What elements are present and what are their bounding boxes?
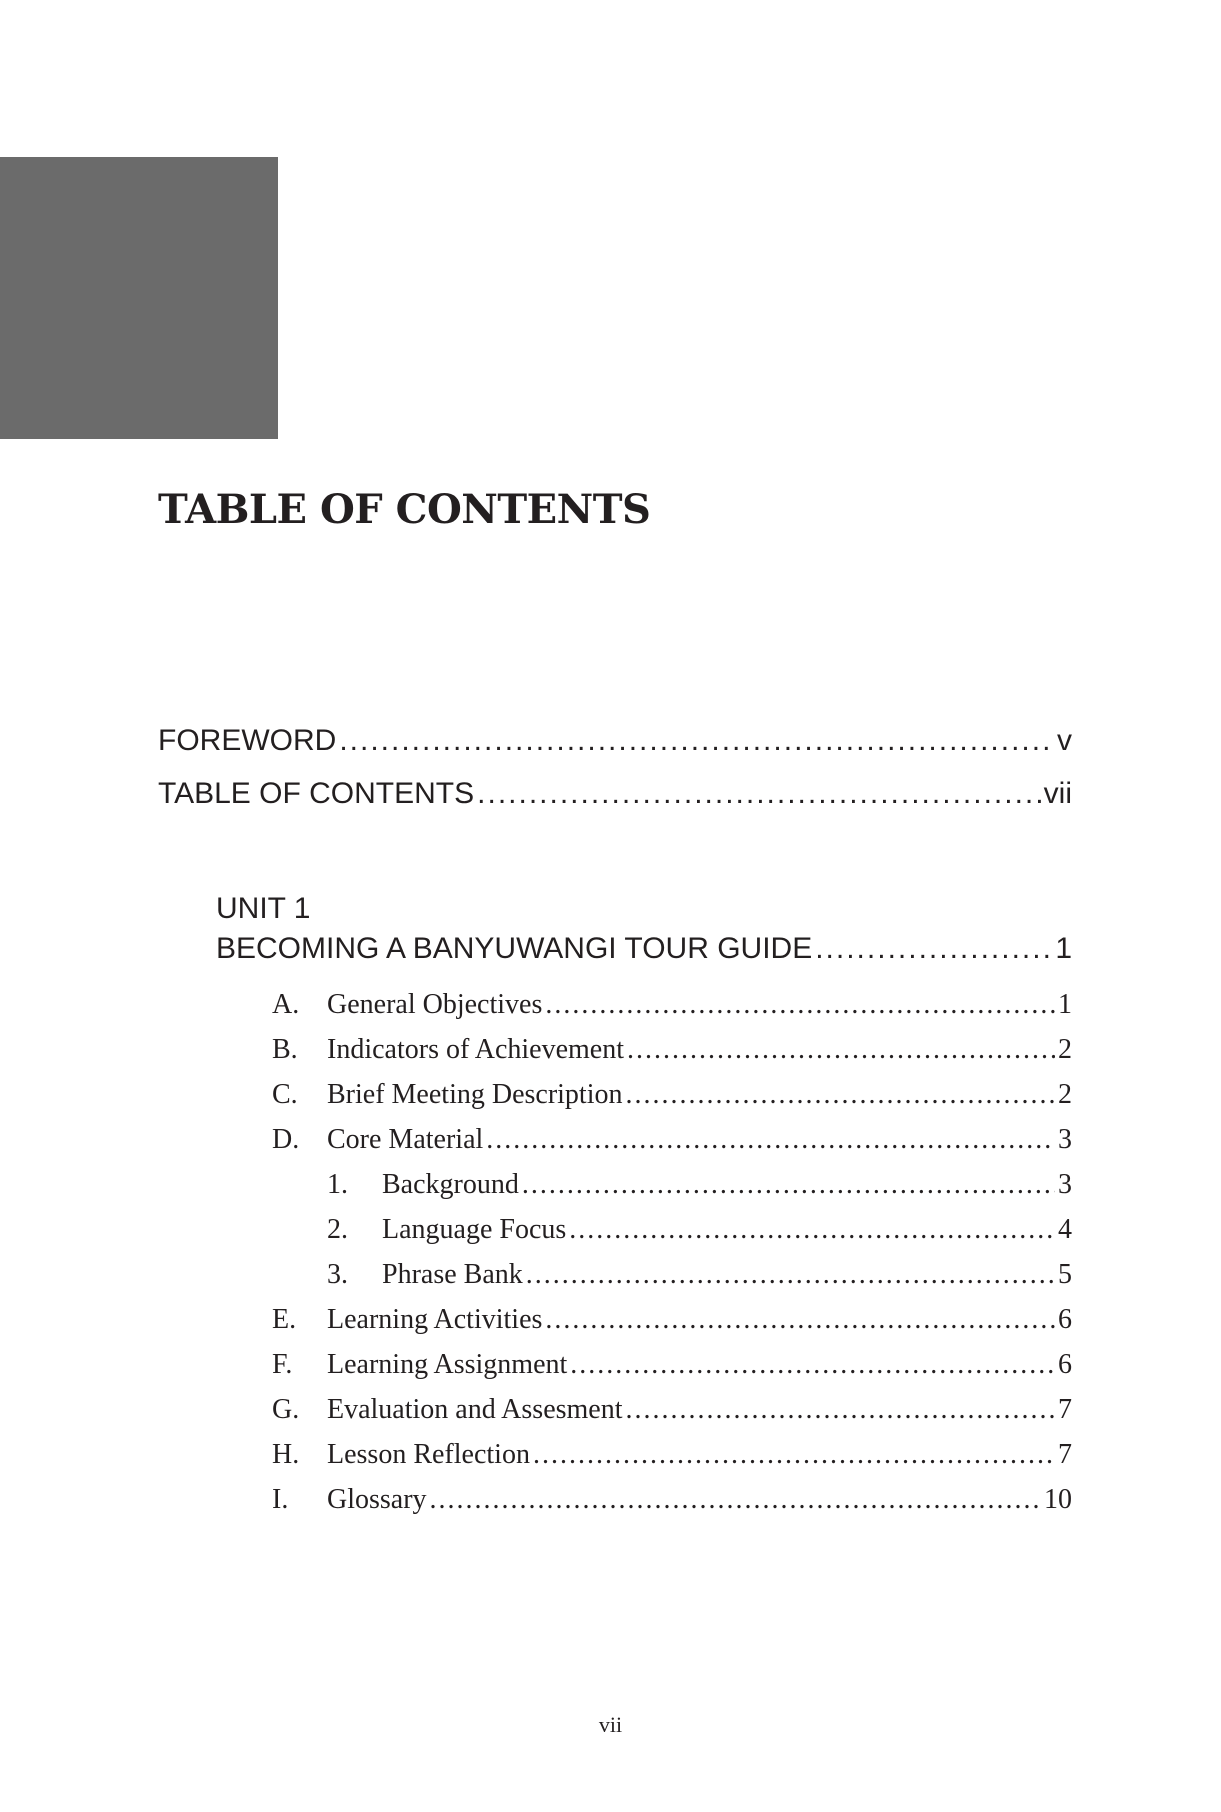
toc-entry-marker: C.: [272, 1079, 298, 1110]
toc-entry-marker: A.: [272, 989, 300, 1020]
toc-entry-table-of-contents[interactable]: [158, 777, 1072, 811]
toc-page-number: 3: [1058, 1169, 1072, 1200]
toc-page-number: 2: [1058, 1034, 1072, 1065]
toc-page-number: 6: [1058, 1304, 1072, 1335]
toc-entry-label: Core Material: [327, 1124, 484, 1155]
toc-entry-subsection[interactable]: [327, 1259, 1072, 1291]
unit-number: UNIT 1: [216, 892, 311, 925]
dot-leader: [569, 1214, 1055, 1246]
toc-page-number: 1: [1058, 989, 1072, 1020]
toc-page-number: 2: [1058, 1079, 1072, 1110]
toc-entry-subsection[interactable]: [327, 1214, 1072, 1246]
toc-entry-marker: 3.: [327, 1259, 348, 1290]
dot-leader: [526, 1259, 1055, 1291]
toc-entry-label: Brief Meeting Description: [327, 1079, 623, 1110]
toc-entry-label: Evaluation and Assesment: [327, 1394, 623, 1425]
dot-leader: [545, 989, 1055, 1021]
toc-entry-label: Phrase Bank: [382, 1259, 523, 1290]
toc-entry-label: General Objectives: [327, 989, 543, 1020]
toc-page-number: 5: [1058, 1259, 1072, 1290]
toc-page-number: v: [1057, 724, 1072, 757]
toc-entry-section[interactable]: [272, 989, 1072, 1021]
toc-entry-label: BECOMING A BANYUWANGI TOUR GUIDE: [216, 932, 813, 965]
toc-entry-label: TABLE OF CONTENTS: [158, 777, 475, 810]
dot-leader: [626, 1394, 1055, 1426]
toc-page-number: 6: [1058, 1349, 1072, 1380]
toc-page-number: 4: [1058, 1214, 1072, 1245]
toc-entry-marker: H.: [272, 1439, 300, 1470]
dot-leader: [533, 1439, 1055, 1471]
dot-leader: [522, 1169, 1055, 1201]
toc-page-number: 3: [1058, 1124, 1072, 1155]
toc-page-number: vii: [1043, 777, 1072, 810]
dot-leader: [545, 1304, 1055, 1336]
toc-entry-marker: G.: [272, 1394, 300, 1425]
toc-entry-marker: E.: [272, 1304, 297, 1335]
toc-entry-section[interactable]: [272, 1124, 1072, 1156]
dot-leader: [486, 1124, 1055, 1156]
toc-page-number: 7: [1058, 1394, 1072, 1425]
toc-entry-label: Lesson Reflection: [327, 1439, 530, 1470]
toc-entry-section[interactable]: [272, 1349, 1072, 1381]
toc-entry-section[interactable]: [272, 1394, 1072, 1426]
toc-page-number: 1: [1055, 932, 1072, 965]
page-folio: vii: [598, 1712, 623, 1737]
toc-page-number: 10: [1044, 1484, 1072, 1515]
toc-entry-label: Glossary: [327, 1484, 427, 1515]
toc-entry-marker: D.: [272, 1124, 300, 1155]
toc-entry-marker: 2.: [327, 1214, 348, 1245]
toc-entry-label: Learning Activities: [327, 1304, 543, 1335]
toc-entry-marker: I.: [272, 1484, 289, 1515]
dot-leader: [339, 724, 1054, 758]
page-title: TABLE OF CONTENTS: [158, 486, 651, 533]
dot-leader: [625, 1079, 1055, 1111]
toc-entry-label: Language Focus: [382, 1214, 567, 1245]
toc-entry-section[interactable]: [272, 1079, 1072, 1111]
toc-entry-label: Learning Assignment: [327, 1349, 568, 1380]
toc-entry-marker: B.: [272, 1034, 298, 1065]
toc-entry-marker: F.: [272, 1349, 293, 1380]
dot-leader: [815, 932, 1052, 966]
toc-entry-section[interactable]: [272, 1034, 1072, 1066]
toc-page-number: 7: [1058, 1439, 1072, 1470]
dot-leader: [430, 1484, 1041, 1516]
toc-entry-section[interactable]: [272, 1484, 1072, 1516]
toc-entry-foreword[interactable]: [158, 724, 1072, 758]
toc-entry-label: Background: [382, 1169, 519, 1200]
toc-entry-label: Indicators of Achievement: [327, 1034, 625, 1065]
dot-leader: [477, 777, 1041, 811]
toc-entry-section[interactable]: [272, 1304, 1072, 1336]
decorative-corner-block: [0, 157, 278, 439]
toc-entry-subsection[interactable]: [327, 1169, 1072, 1201]
toc-entry-marker: 1.: [327, 1169, 348, 1200]
dot-leader: [627, 1034, 1055, 1066]
dot-leader: [570, 1349, 1055, 1381]
toc-entry-label: FOREWORD: [158, 724, 337, 757]
toc-entry-section[interactable]: [272, 1439, 1072, 1471]
toc-entry-unit-title[interactable]: [216, 932, 1072, 966]
